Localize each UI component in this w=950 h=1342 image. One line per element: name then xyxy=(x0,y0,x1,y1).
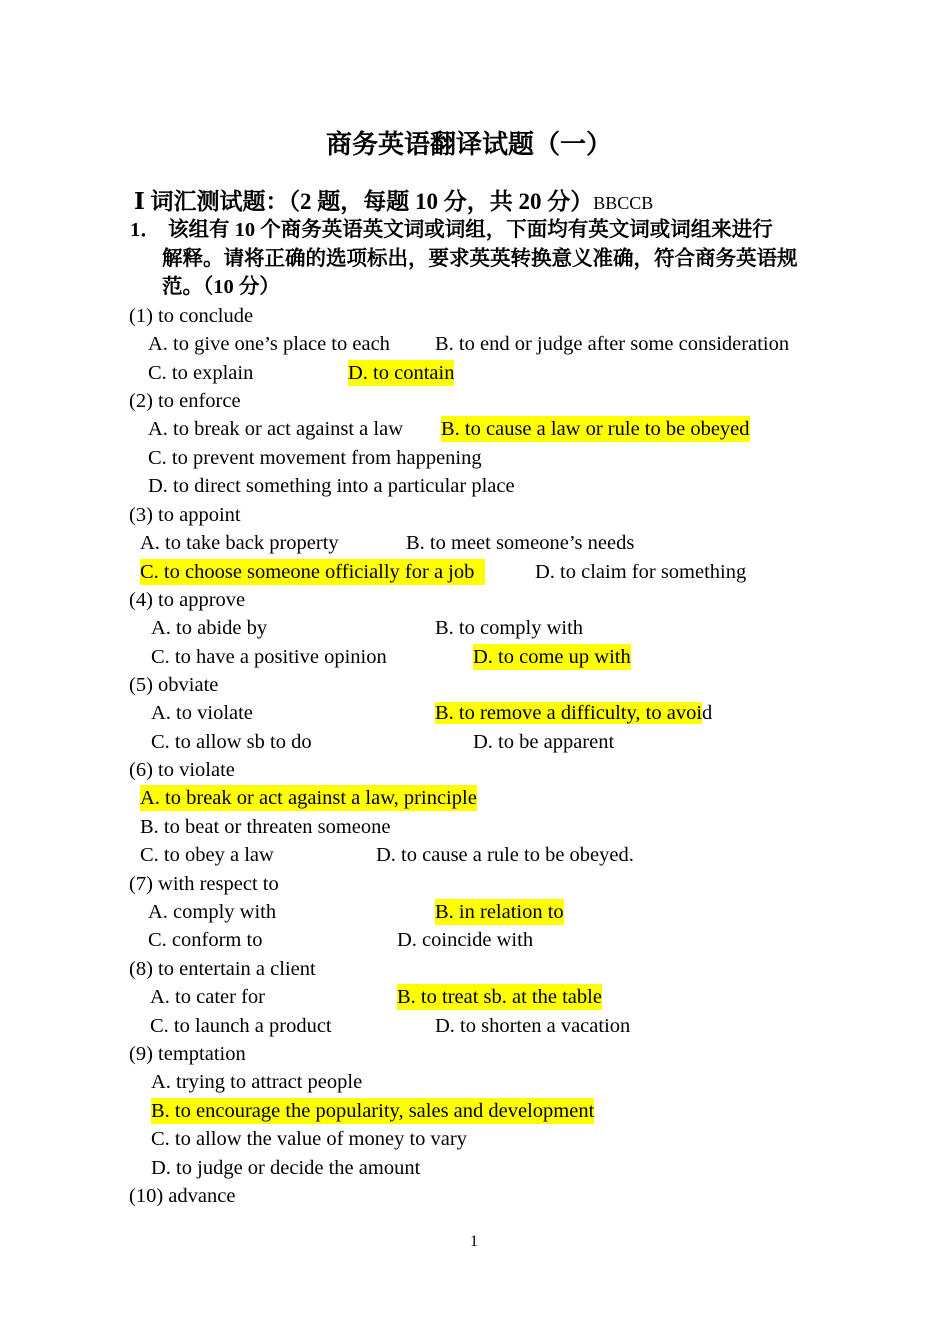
option-d-highlighted: D. to contain xyxy=(348,362,455,384)
option-a: A. to abide by xyxy=(151,617,268,639)
option-c: C. to explain xyxy=(148,362,254,384)
option-d: D. to direct something into a particular place xyxy=(148,475,515,497)
option-d: D. to shorten a vacation xyxy=(435,1015,631,1037)
question-stem: (9) temptation xyxy=(129,1043,246,1065)
option-b xyxy=(435,700,712,726)
option-b-highlighted: B. in relation to xyxy=(435,901,564,923)
option-d: D. to cause a rule to be obeyed. xyxy=(376,844,634,866)
option-b-highlighted: B. to remove a difficulty, to avoi xyxy=(435,702,703,724)
question-stem: (2) to enforce xyxy=(129,390,241,412)
option-d-highlighted: D. to come up with xyxy=(473,646,631,668)
option-b: B. to meet someone’s needs xyxy=(406,532,635,554)
option-a: A. to violate xyxy=(151,702,253,724)
question-stem: (3) to appoint xyxy=(129,504,241,526)
instruction-number: 1． xyxy=(130,219,161,241)
option-a: A. to take back property xyxy=(140,532,339,554)
section-heading-text: Ⅰ 词汇测试题：（2 题，每题 10 分，共 20 分） xyxy=(134,189,594,214)
option-b-tail: d xyxy=(702,702,713,724)
instruction-line-1: 该组有 10 个商务英语英文词或词组，下面均有英文词或词组来进行 xyxy=(168,219,773,241)
question-stem: (4) to approve xyxy=(129,589,246,611)
option-c: C. to allow sb to do xyxy=(151,731,312,753)
option-a-highlighted: A. to break or act against a law, principle xyxy=(140,787,477,809)
option-c: C. to have a positive opinion xyxy=(151,646,387,668)
option-a: A. to cater for xyxy=(150,986,265,1008)
option-b-highlighted: B. to cause a law or rule to be obeyed xyxy=(441,418,750,440)
question-stem: (6) to violate xyxy=(129,759,235,781)
question-stem: (8) to entertain a client xyxy=(129,958,316,980)
option-b: B. to end or judge after some consideration xyxy=(435,333,790,355)
question-stem: (5) obviate xyxy=(129,674,219,696)
option-d: D. to be apparent xyxy=(473,731,615,753)
section-heading xyxy=(134,187,653,218)
option-c: C. to obey a law xyxy=(140,844,274,866)
option-a: A. to break or act against a law xyxy=(148,418,404,440)
option-b-highlighted: B. to encourage the popularity, sales and development xyxy=(151,1100,595,1122)
option-c: C. to prevent movement from happening xyxy=(148,447,482,469)
question-stem: (7) with respect to xyxy=(129,873,279,895)
option-a: A. comply with xyxy=(148,901,277,923)
page-title: 商务英语翻译试题（一） xyxy=(326,130,613,159)
option-b: B. to beat or threaten someone xyxy=(140,816,391,838)
option-d: D. to judge or decide the amount xyxy=(151,1157,421,1179)
option-c: C. to allow the value of money to vary xyxy=(151,1128,467,1150)
option-b-highlighted: B. to treat sb. at the table xyxy=(397,986,602,1008)
option-d: D. to claim for something xyxy=(535,561,747,583)
option-d: D. coincide with xyxy=(397,929,534,951)
page-number: 1 xyxy=(470,1233,478,1250)
option-b: B. to comply with xyxy=(435,617,584,639)
instruction-line-3: 范。（10 分） xyxy=(162,276,280,298)
answer-key: BBCCB xyxy=(593,193,654,213)
question-stem: (10) advance xyxy=(129,1185,236,1207)
option-a: A. trying to attract people xyxy=(151,1071,363,1093)
option-c-highlighted xyxy=(140,559,485,585)
instruction-line-2: 解释。请将正确的选项标出，要求英英转换意义准确，符合商务英语规 xyxy=(162,248,798,270)
option-c: C. conform to xyxy=(148,929,263,951)
option-a: A. to give one’s place to each xyxy=(148,333,390,355)
option-c: C. to launch a product xyxy=(150,1015,332,1037)
question-stem: (1) to conclude xyxy=(129,305,254,327)
option-c-text: C. to choose someone officially for a job xyxy=(140,561,475,583)
